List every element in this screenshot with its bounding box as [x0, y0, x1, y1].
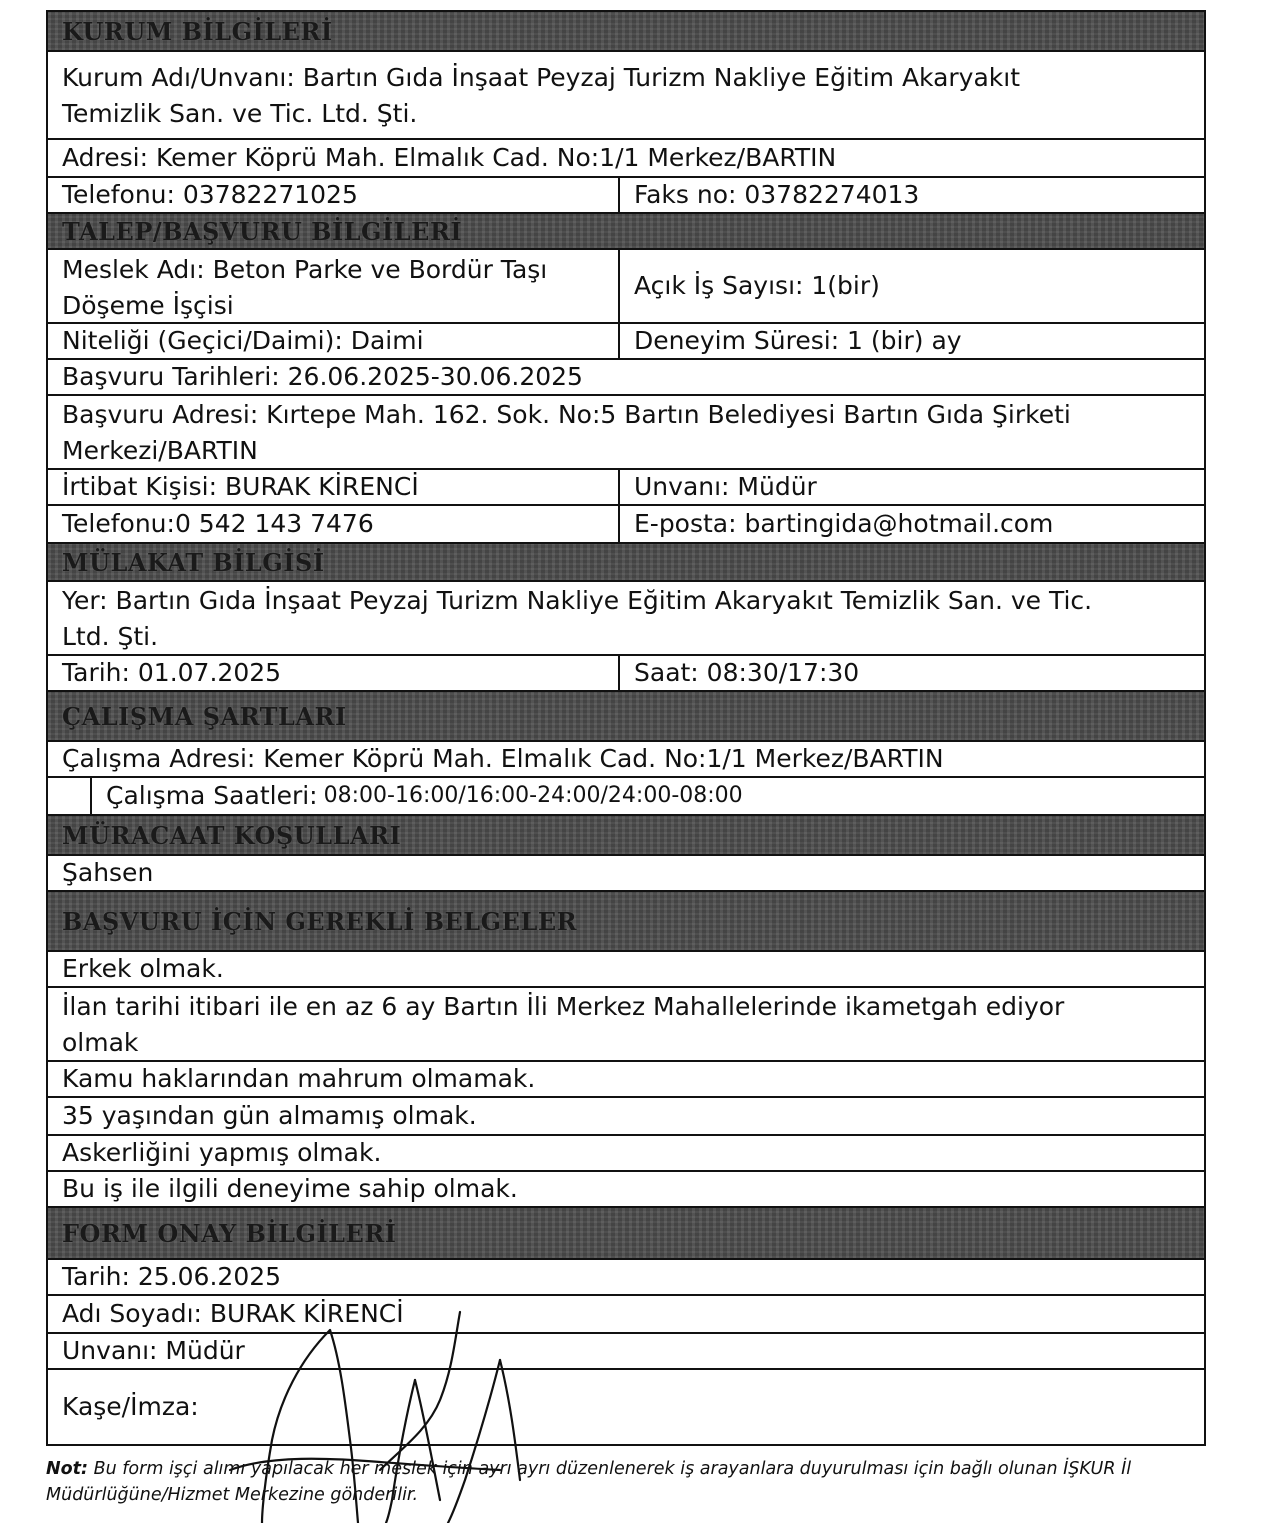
section-title: FORM ONAY BİLGİLERİ [48, 1208, 1204, 1258]
section-title: MÜLAKAT BİLGİSİ [48, 544, 1204, 580]
kurum-name-line1: Kurum Adı/Unvanı: Bartın Gıda İnşaat Peyzaj Turizm Nakliye Eğitim Akaryakıt [62, 63, 1021, 92]
belge-row [48, 1062, 1204, 1098]
talep-tarihler-row [48, 360, 1204, 396]
kurum-address: Adresi: Kemer Köprü Mah. Elmalık Cad. No:1/1 Merkez/BARTIN [62, 143, 837, 172]
kurum-contact-row [48, 178, 1204, 214]
belge-row [48, 1098, 1204, 1136]
section-header-kurum [48, 12, 1204, 52]
talep-telefon-row [48, 506, 1204, 544]
onay-unvan-row [48, 1334, 1204, 1370]
onay-ad-row [48, 1296, 1204, 1334]
calisma-saatleri-label: Çalışma Saatleri: [106, 781, 318, 810]
calisma-adres-row [48, 742, 1204, 778]
calisma-saatleri [90, 778, 743, 814]
irtibat-unvan: Unvanı: Müdür [634, 472, 817, 501]
onay-unvan: Unvanı: Müdür [62, 1336, 245, 1365]
mulakat-zaman-row [48, 656, 1204, 692]
section-header-talep [48, 214, 1204, 250]
belge-item: Bu iş ile ilgili deneyime sahip olmak. [62, 1174, 518, 1203]
job-posting-form [46, 10, 1206, 1446]
section-title: BAŞVURU İÇİN GEREKLİ BELGELER [48, 892, 1204, 950]
mulakat-yer-row [48, 582, 1204, 656]
talep-nitelik-row [48, 324, 1204, 360]
section-header-onay [48, 1208, 1204, 1260]
section-header-belgeler [48, 892, 1204, 952]
talep-meslek-row [48, 250, 1204, 324]
onay-tarih: Tarih: 25.06.2025 [62, 1262, 282, 1291]
irtibat-telefon: Telefonu:0 542 143 7476 [48, 506, 620, 542]
kurum-fax: Faks no: 03782274013 [634, 180, 920, 209]
section-title: MÜRACAAT KOŞULLARI [48, 816, 1204, 854]
kase-imza-label: Kaşe/İmza: [62, 1392, 199, 1421]
deneyim-suresi: Deneyim Süresi: 1 (bir) ay [634, 326, 962, 355]
onay-ad-soyad: Adı Soyadı: BURAK KİRENCİ [62, 1299, 404, 1328]
kurum-name-row [48, 52, 1204, 140]
mulakat-yer-line1: Yer: Bartın Gıda İnşaat Peyzaj Turizm Nakliye Eğitim Akaryakıt Temizlik San. ve Tic. [62, 586, 1093, 615]
belge-item-continued: olmak [62, 1028, 139, 1057]
talep-adres-row [48, 396, 1204, 470]
meslek-line2: Döşeme İşçisi [62, 291, 234, 320]
belge-row [48, 988, 1204, 1062]
muracaat-row [48, 856, 1204, 892]
mulakat-saat: Saat: 08:30/17:30 [634, 658, 860, 687]
muracaat-sahsen: Şahsen [62, 858, 154, 887]
kurum-phone: Telefonu: 03782271025 [48, 178, 620, 212]
calisma-saatleri-row [48, 778, 1204, 816]
basvuru-adresi-line1: Başvuru Adresi: Kırtepe Mah. 162. Sok. No:5 Bartın Belediyesi Bartın Gıda Şirketi [62, 400, 1071, 429]
kurum-address-row [48, 140, 1204, 178]
meslek-line1: Meslek Adı: Beton Parke ve Bordür Taşı [62, 255, 548, 284]
mulakat-yer-line2: Ltd. Şti. [62, 622, 159, 651]
calisma-adresi: Çalışma Adresi: Kemer Köprü Mah. Elmalık Cad. No:1/1 Merkez/BARTIN [62, 744, 944, 773]
calisma-saatleri-value: 08:00-16:00/16:00-24:00/24:00-08:00 [323, 783, 743, 808]
section-title: ÇALIŞMA ŞARTLARI [48, 692, 1204, 740]
irtibat-eposta: E-posta: bartingida@hotmail.com [634, 509, 1054, 538]
section-header-muracaat [48, 816, 1204, 856]
onay-tarih-row [48, 1260, 1204, 1296]
basvuru-adresi-line2: Merkezi/BARTIN [62, 436, 258, 465]
kurum-name-line2: Temizlik San. ve Tic. Ltd. Şti. [62, 99, 418, 128]
mulakat-tarih: Tarih: 01.07.2025 [48, 656, 620, 690]
onay-kase-row [48, 1370, 1204, 1444]
talep-irtibat-row [48, 470, 1204, 506]
belge-item: 35 yaşından gün almamış olmak. [62, 1101, 477, 1130]
section-title: TALEP/BAŞVURU BİLGİLERİ [48, 214, 1204, 248]
belge-row [48, 1136, 1204, 1172]
section-header-mulakat [48, 544, 1204, 582]
note-text: Bu form işçi alımı yapılacak her meslek için ayrı ayrı düzenlenerek iş arayanlara duyurulması için bağlı olunan İŞKUR İl Müdürlüğüne/Hizmet Merkezine gönderilir. [46, 1459, 1132, 1505]
belge-item: Erkek olmak. [62, 954, 224, 983]
belge-item: Askerliğini yapmış olmak. [62, 1138, 382, 1167]
belge-row [48, 1172, 1204, 1208]
section-header-calisma [48, 692, 1204, 742]
basvuru-tarihleri: Başvuru Tarihleri: 26.06.2025-30.06.2025 [62, 362, 583, 391]
nitelik: Niteliği (Geçici/Daimi): Daimi [48, 324, 620, 358]
belge-item: İlan tarihi itibari ile en az 6 ay Bartın İli Merkez Mahallelerinde ikametgah ediyor [62, 992, 1065, 1021]
irtibat-kisisi: İrtibat Kişisi: BURAK KİRENCİ [48, 470, 620, 504]
belge-row [48, 952, 1204, 988]
note-label: Not: [46, 1459, 89, 1479]
belge-item: Kamu haklarından mahrum olmamak. [62, 1064, 536, 1093]
acik-is-sayisi: Açık İş Sayısı: 1(bir) [634, 271, 880, 300]
section-title: KURUM BİLGİLERİ [48, 12, 1204, 50]
footer-note [46, 1456, 1226, 1508]
